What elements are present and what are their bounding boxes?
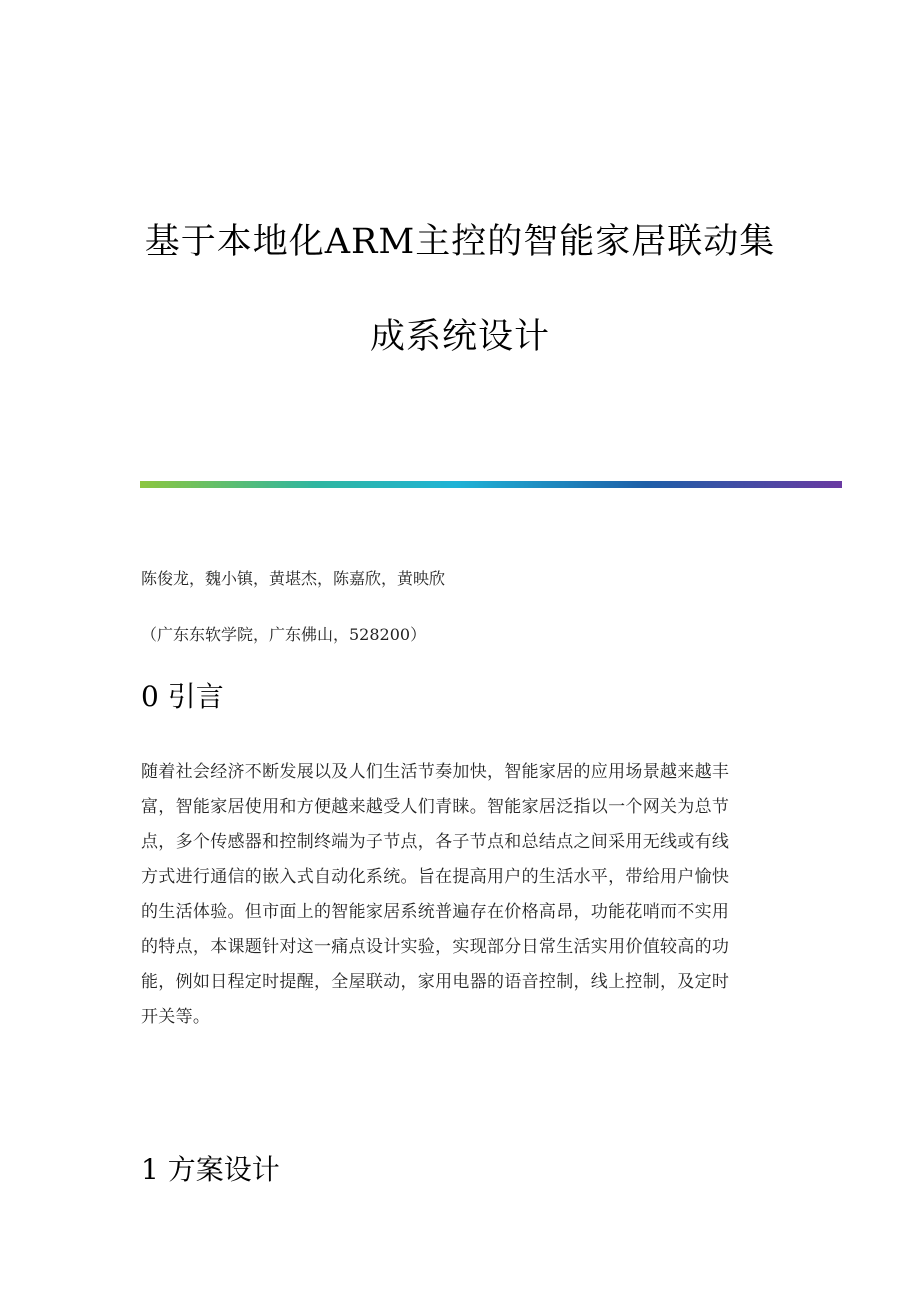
paragraph-line: 的特点，本课题针对这一痛点设计实验，实现部分日常生活实用价值较高的功 — [141, 937, 730, 957]
section-heading-scheme-design: 1 方案设计 — [141, 1153, 280, 1186]
paragraph-line: 能，例如日程定时提醒，全屋联动，家用电器的语音控制，线上控制，及定时 — [141, 972, 730, 992]
paragraph-line: 的生活体验。但市面上的智能家居系统普遍存在价格高昂，功能花哨而不实用 — [141, 902, 730, 922]
title-divider-gradient-bar — [140, 481, 842, 488]
paragraph-line: 方式进行通信的嵌入式自动化系统。旨在提高用户的生活水平，带给用户愉快 — [141, 867, 730, 887]
paragraph-line: 富，智能家居使用和方便越来越受人们青睐。智能家居泛指以一个网关为总节 — [141, 797, 730, 817]
author-affiliation: （广东东软学院，广东佛山，528200） — [141, 625, 427, 644]
paper-title-line-1: 基于本地化ARM主控的智能家居联动集 — [144, 222, 776, 262]
section-heading-introduction: 0 引言 — [141, 680, 224, 713]
paper-title-line-2: 成系统设计 — [369, 317, 550, 357]
paragraph-line: 点，多个传感器和控制终端为子节点，各子节点和总结点之间采用无线或有线 — [141, 832, 730, 852]
introduction-paragraph — [141, 760, 781, 1040]
author-list: 陈俊龙，魏小镇，黄堪杰，陈嘉欣，黄映欣 — [141, 569, 446, 588]
paragraph-line: 开关等。 — [141, 1007, 211, 1027]
paragraph-line: 随着社会经济不断发展以及人们生活节奏加快，智能家居的应用场景越来越丰 — [141, 762, 730, 782]
